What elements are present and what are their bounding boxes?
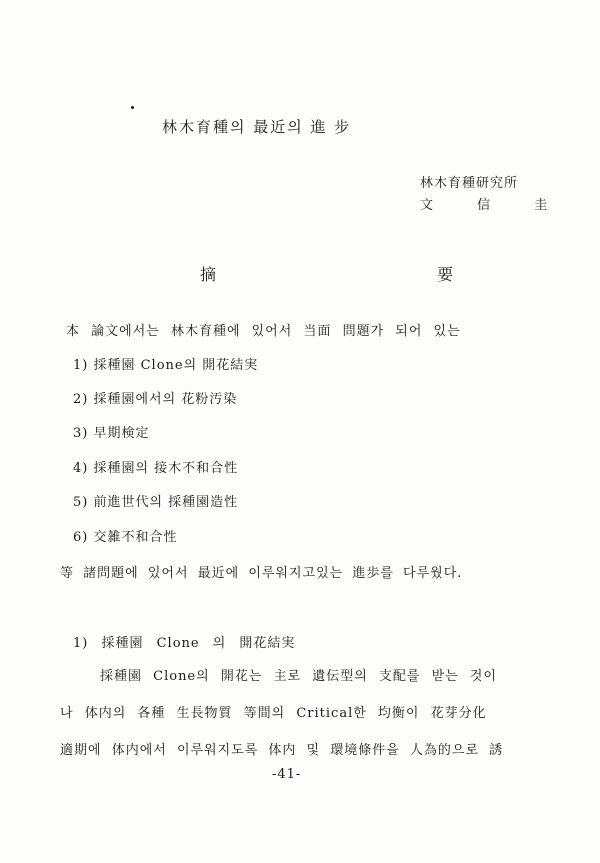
- author-name: 文 信 圭: [420, 198, 568, 213]
- abstract-item: 1) 採種園 Clone의 開花結実: [73, 358, 259, 373]
- paper-title: 林木育種의 最近의 進 步: [162, 118, 352, 136]
- abstract-item: 3) 早期検定: [73, 426, 150, 441]
- speck-mark: [131, 106, 134, 109]
- body-paragraph-line: 採種園 Clone의 開花는 主로 遺伝型의 支配를 받는 것이: [100, 669, 497, 684]
- body-paragraph-line: 나 体内의 各種 生長物質 等間의 Critical한 均衡이 花芽分化: [60, 706, 487, 721]
- abstract-conclusion: 等 諸問題에 있어서 最近에 이루워지고있는 進歩를 다루웠다.: [60, 566, 463, 581]
- abstract-intro: 本 論文에서는 林木育種에 있어서 当面 問題가 되어 있는: [66, 324, 461, 339]
- abstract-item: 2) 採種園에서의 花粉汚染: [73, 392, 238, 407]
- author-affiliation: 林木育種研究所: [420, 176, 519, 191]
- abstract-item: 6) 交雑不和合性: [73, 530, 178, 545]
- abstract-heading: 摘 要: [200, 265, 562, 284]
- body-paragraph-line: 適期에 体内에서 이루워지도록 体内 및 環境條件을 人為的으로 誘: [60, 743, 504, 758]
- section-heading: 1) 採種園 Clone 의 開花結実: [73, 636, 296, 651]
- abstract-item: 4) 採種園의 接木不和合性: [73, 461, 239, 476]
- page-number: -41-: [272, 767, 302, 782]
- abstract-item: 5) 前進世代의 採種園造性: [73, 495, 239, 510]
